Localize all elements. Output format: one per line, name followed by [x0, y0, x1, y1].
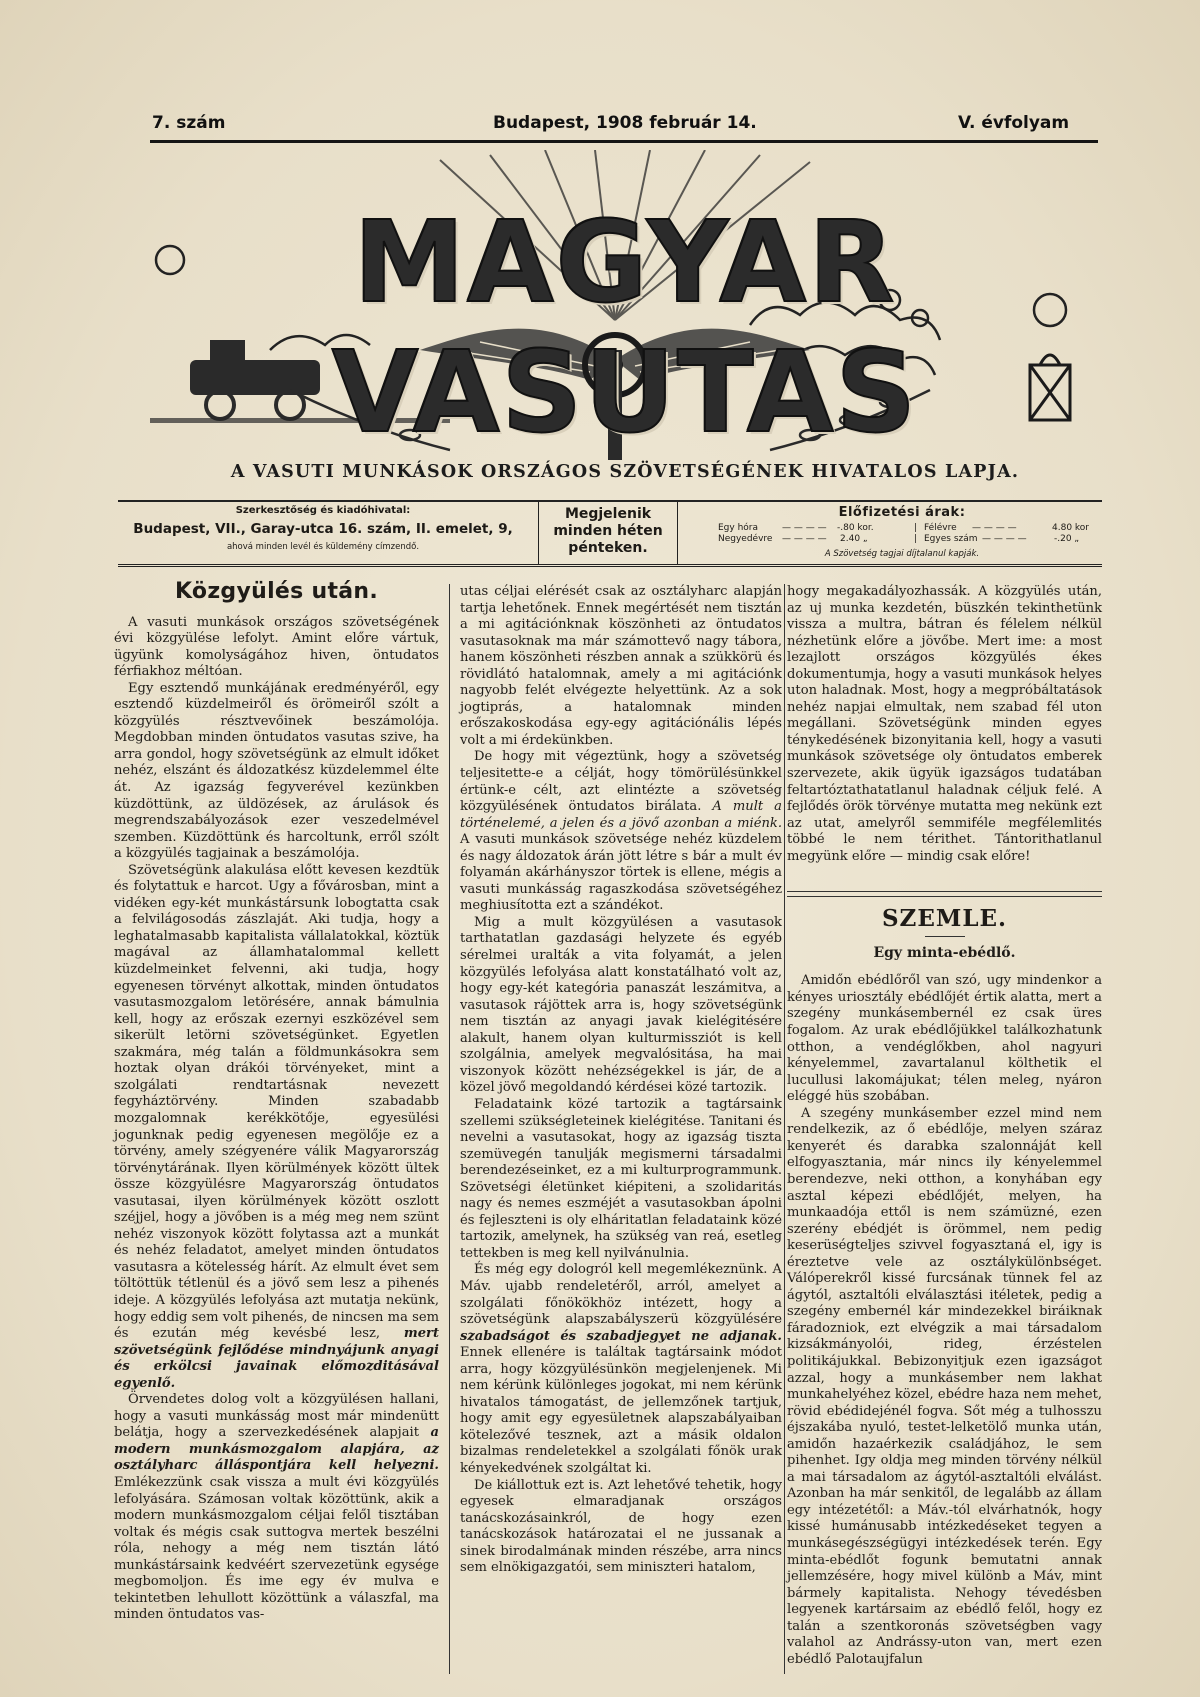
appears-line-1: Megjelenik — [564, 506, 652, 522]
office-label: Szerkesztőség és kiadóhivatal: — [235, 505, 411, 516]
date-place: Budapest, 1908 február 14. — [493, 113, 757, 133]
office-note: ahová minden levél és küldemény címzendő. — [226, 542, 420, 552]
column-separator-1 — [449, 584, 450, 1674]
article-paragraph: A vasuti munkások országos szövetségének évi közgyülése lefolyt. Amint előre vártuk, ügyünk komolyságához hiven, öntudatos férfiakhoz méltóan. — [114, 614, 439, 680]
price-half-label: Félévre — [924, 523, 957, 533]
masthead-title: MAGYAR VASUTAS — [331, 198, 919, 458]
section-title-szemle: SZEMLE. — [881, 905, 1008, 933]
price-single: -.20 „ — [1054, 534, 1080, 544]
article-paragraph: Egy esztendő munkájának eredményéről, egy esztendő küzdelmeiről és örömeiről szólt a közgyülés résztvevőinek beszámolója. Megdobban minden öntudatos vasutas szive, ha arra gondol, hogy szövetségünk az elmult időket nehéz, elszánt és áldozatkész küzdelemmel élte át. Az igazság fegyverével kezünkben küzdöttünk, az üldözések, az árulások és megrendszabályozások ezer veszedelmével szemben. Küzdöttünk és harcoltunk, erről szólt a közgyülés tagjainak a beszámolója. — [114, 680, 439, 862]
article-paragraph: utas céljai elérését csak az osztályharc alapján tartja lehetőnek. Ennek megértését nem tisztán a mi agitációnknak köszönheti az öntudatos vasutasoknak ma már számottevő nagy tábora, hanem köszönheti részben annak a szükkörü és rövidlátó hatalomnak, amely a mi agitációnk nagyobb felét elvégezte helyettünk. Az a sok jogtiprás, a hatalomnak minden erőszakoskodása egy-egy agitációnális lépés volt a mi érdekünkben. — [460, 584, 782, 748]
subscription-prices: Előfizetési árak: Egy hóra — — — — -.80 kor. Negyedévre — — — — 2.40 „ | | Félévre — — — — 4.80 kor Egyes szám — — — — -.20 „ A Szövetség tagjai díjtalanul kapják. — [702, 502, 1102, 564]
article-paragraph: Feladataink közé tartozik a tagtársaink szellemi szükségleteinek kielégitése. Tanitani és nevelni a vasutasokat, hogy az igazság tiszta szemüvegén tanulják megismerni társadalmi berendezéseinket, ez a mi kulturprogrammunk. Szövetségi életünket kiépiteni, a szolidaritás nagy és nemes eszméjét a vasutasokban ápolni és fejleszteni is oly elháritatlan feladataink közé tartozik, amelynek, ha szükség van reá, esetleg tettekben is meg kell nyilvánulnia. — [460, 1096, 782, 1261]
masthead — [150, 150, 1100, 460]
volume: V. évfolyam — [958, 113, 1070, 133]
appears-line-3: pénteken. — [568, 540, 648, 556]
article-paragraph: hogy megakadályozhassák. A közgyülés után, az uj munka kezdetén, büszkén tekinthetünk vissza a multra, bátran és félelem nélkül nézhetünk előre a jövőbe. Mert ime: a most lezajlott országos közgyülés ékes dokumentumja, hogy a vasuti munkások helyes uton haladnak. Most, hogy a megpróbáltatások nehéz napjai elmultak, nem szabad fél uton megállani. Szövetségünk minden egyes ténykedésének bizonyitania kell, hogy a vasuti munkások szövetsége oly öntudatos emberek szervezete, akik ügyük igazságos tudatában feltartóztathatatlanul haladnak céljuk felé. A fejlődés örök törvénye mutatta meg nekünk ezt az utat, amelyről semmiféle megfélemlités többé le nem térithet. Tántorithatlanul megyünk előre — mindig csak előre! — [787, 584, 1102, 864]
column-2 — [460, 584, 782, 1577]
issue-number: 7. szám — [152, 113, 226, 133]
price-quarter: 2.40 „ — [840, 534, 868, 544]
office-address: Budapest, VII., Garay-utca 16. szám, II. emelet, 9, — [133, 521, 513, 537]
price-month-label: Egy hóra — [718, 523, 759, 533]
szemle-subtitle: Egy minta-ebédlő. — [873, 944, 1016, 961]
article-paragraph: Örvendetes dolog volt a közgyülésen hallani, hogy a vasuti munkásság most már mindenütt belátja, hogy a szervezkedésének alapjait a modern munkásmozgalom alapjára, az osztályharc álláspontjára kell helyezni. Emlékezzünk csak vissza a mult évi közgyülés lefolyására. Számosan voltak közöttünk, akik a modern munkásmozgalom céljai felől tisztában voltak és mégis csak suttogva mertek beszélni róla, nehogy a még nem tisztán látó munkástársaink kedvéért szervezetünk egysége megbomoljon. És ime egy év mulva e tekintetben lehullott közöttünk a válaszfal, ma minden öntudatos vas- — [114, 1392, 439, 1623]
price-half: 4.80 kor — [1052, 523, 1089, 533]
article-paragraph: Mig a mult közgyülésen a vasutasok tarthatatlan gazdasági helyzete és egyéb sérelmei uralták a vita folyamát, a jelen közgyülés lefolyása alatt konstatálható volt az, hogy egy-két kategória panaszát leszámitva, a vasutasok rájöttek arra is, hogy szövetségünk nem tisztán az anyagi javak kielégitésére alakult, hanem olyan kulturmissziót is kell szolgálnia, amelyek megvalósitása, ha mai viszonyok között nehézségekkel is jár, de a közel jövő megoldandó kérdései közé tartozik. — [460, 914, 782, 1096]
article-paragraph: De kiállottuk ezt is. Azt lehetővé tehetik, hogy egyesek elmaradjanak országos tanácskozásainkról, de hogy ezen tanácskozások határozatai el ne jussanak a sinek birodalmának minden részébe, arra nincs sem elnökigazgatói, sem miniszteri hatalom, — [460, 1477, 782, 1576]
members-note: A Szövetség tagjai díjtalanul kapják. — [824, 549, 980, 559]
prices-title: Előfizetési árak: — [838, 505, 966, 520]
szemle-paragraph: A szegény munkásember ezzel mind nem rendelkezik, az ő ebédlője, melyen száraz kenyerét és darabka szalonnáját kell elfogyasztania, már nincs ily kényelemmel berendezve, neki otthon, a konyhában egy asztal képezi ebédlőjét, melyen, ha munkaadója ettől is nem számüzné, ezen szerény ebédjét is örömmel, nem pedig keserüségteljes szivvel fogyasztaná el, igy is éreztetve vele az osztálykülönbséget. Válóperekről kissé furcsának tünnek fel az ágytól, asztaltóli elválasztási itéletek, pedig a szegény embernél kár mindezekkel biráiknak fáradozniok, ezt elvégzik a mai társadalom kizsákmányolói, rideg, érzéstelen politikájukkal. Bebizonyitjuk ezen igazságot azzal, hogy a munkásember nem lakhat munkahelyéhez közel, ebédre haza nem mehet, rövid ebédidejénél fogva. Sőt még a tulhosszu éjszakába nyuló, testet-lelketölő munka után, amidőn hazaérkezik családjához, le sem pihenhet. Igy oldja meg minden törvény nélkül a mai társadalom az ágytól-asztaltóli elválást. Azonban ha már senkitől, de legalább az állam egy intézetétől: a Máv.-tól elvárhatnók, hogy kissé humánusabb intézkedéseket tegyen a munkásegészségügyi intézkedések terén. Egy minta-ebédlőt fogunk bemutatni annak jellemzésére, hogy mivel különb a Máv, mint bármely kapitalista. Nehogy tévedésben legyenek kartársaim az ebédlő felől, hogy ez talán a szentkoronás szövetségben vagy valahol az Andrássy-uton van, mert ezen ebédlő Palotaujfalun — [787, 1105, 1102, 1667]
top-line — [150, 113, 1080, 141]
column-1 — [114, 579, 439, 1624]
price-month: -.80 kor. — [837, 523, 874, 533]
appears-line-2: minden héten — [553, 523, 663, 539]
masthead-subtitle: A VASUTI MUNKÁSOK ORSZÁGOS SZÖVETSÉGÉNEK HIVATALOS LAPJA. — [230, 462, 1020, 482]
column-3 — [787, 584, 1102, 1668]
short-rule — [925, 936, 965, 937]
info-band — [118, 500, 1102, 567]
section-divider — [787, 891, 1102, 897]
column-separator-2 — [784, 584, 785, 1674]
article-title: Közgyülés után. — [174, 579, 379, 604]
price-single-label: Egyes szám — [924, 534, 978, 544]
article-paragraph: Szövetségünk alakulása előtt kevesen kezdtük és folytattuk e harcot. Ugy a fővárosban, mint a vidéken egy-két munkástársunk lobogtatta csak a felvilágosodás zászlaját. Aki tudja, hogy a leghatalmasabb kapitalista vállalatokkal, köztük magával az államhatalommal kellett küzdelmeinket felvenni, aki tudja, hogy egyenesen törvényt alkottak, minden öntudatos vasutasmozgalom letörésére, annak bámulnia kell, hogy az erőszak ezernyi eszközével sem sikerült letörni szövetségünket. Egyetlen szakmára, még talán a földmunkásokra sem hoztak olyan drákói törvényeket, mint a szolgálati rendtartásnak nevezett fegyháztörvény. Minden szabadabb mozgalomnak kerékkötője, egyesülési jogunknak pedig egyenesen megölője ez a törvény, amely szégyenére válik Magyarország törvénytárának. Ilyen körülmények között ültek össze közgyülésre Magyarország öntudatos vasutasai, ilyen körülmények között oszlott széjjel, hogy a jövőben is a még meg nem szünt nehéz viszonyok között folytassa azt a munkát és nehéz feladatot, amelyet minden öntudatos vasutasra a kötelesség hárít. Az elmult évet sem töltöttük tétlenül és a jövő sem lesz a pihenés ideje. A közgyülés lefolyása azt mutatja nekünk, hogy eddig sem volt pihenés, de nincsen ma sem és ezután még kevésbé lesz, mert szövetségünk fejlődése mindnyájunk anyagi és erkölcsi javainak előmozditásával egyenlő. — [114, 862, 439, 1391]
top-rule — [150, 140, 1098, 143]
price-quarter-label: Negyedévre — [718, 534, 773, 544]
appearance-info — [538, 502, 678, 564]
szemle-paragraph: Amidőn ebédlőről van szó, ugy mindenkor a kényes uriosztály ebédlőjét értik alatta, mert a szegény munkásembernél ez csak üres fogalom. Az urak ebédlőjükkel találkozhatunk otthon, a vendéglőkben, ahol nagyuri kényelemmel, zavartalanul költhetik el lucullusi lakomájukat; télen meleg, nyáron eléggé hüs szobában. — [787, 973, 1102, 1105]
article-paragraph: De hogy mit végeztünk, hogy a szövetség teljesitette-e a célját, hogy tömörülésünkkel értünk-e célt, azt elintézte a szövetség közgyülésének öntudatos birálata. A mult a történelemé, a jelen és a jövő azonban a miénk. A vasuti munkások szövetsége nehéz küzdelem és nagy áldozatok árán jött létre s bár a mult év folyamán akárhányszor törtek is ellene, mégis a vasuti munkásság ragaszkodása szövetségéhez meghiusította ezt a szándékot. — [460, 749, 782, 914]
article-paragraph: És még egy dologról kell megemlékeznünk. A Máv. ujabb rendeletéről, arról, amelyet a szolgálati főnökökhöz intézett, hogy a szövetségünk alapszabályszerü közgyülésére szabadságot és szabadjegyet ne adjanak. Ennek ellenére is találtak tagtársaink módot arra, hogy közgyülésünkön megjelenjenek. Mi nem kérünk különleges jogokat, mi nem kérünk hivatalos támogatást, de jellemzőnek tartjuk, hogy amit egy egyesületnek alapszabályaiban kötelezővé tesznek, azt a másik oldalon bizalmas rendeletekkel a szolgálati főnök urak kényekedvének szolgáltat ki. — [460, 1262, 782, 1476]
office-info — [118, 502, 528, 564]
